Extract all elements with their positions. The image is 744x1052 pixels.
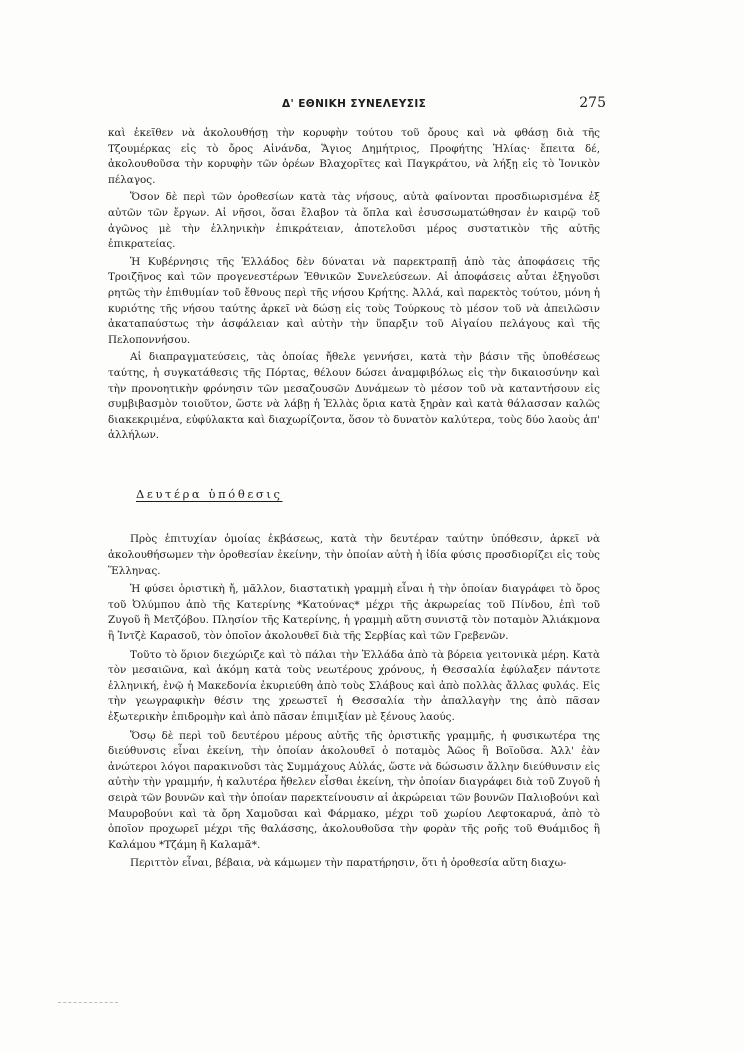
page-number: 275 [579, 95, 606, 111]
paragraph: Πρὸς ἐπιτυχίαν ὁμοίας ἐκβάσεως, κατὰ τὴν δευτέραν ταύτην ὑπόθεσιν, ἀρκεῖ νὰ ἀκολουθήσωμεν τὴν ὁροθεσίαν ἐκείνην, τὴν ὁποίαν αὐτὴ ἡ ἰδία φύσις προσδιορίζει εἰς τοὺς Ἕλληνας. [108, 533, 600, 577]
footer-scan-mark [58, 1002, 118, 1004]
paragraph: Ἡ φύσει ὁριστικὴ ἤ, μᾶλλον, διαστατικὴ γραμμὴ εἶναι ἡ τὴν ὁποίαν διαγράφει τὸ ὄρος τοῦ Ὀλύμπου ἀπὸ τῆς Κατερίνης *Κατούνας* μέχρι τῆς ἀκρωρείας τοῦ Πίνδου, ἐπὶ τοῦ Ζυγοῦ ἢ Μετζόβου. Πλησίον τῆς Κατερίνης, ἡ γραμμὴ αὕτη συνιστᾷ τὸν ποταμὸν Ἀλιάκμονα ἢ Ἰντζὲ Καρασοῦ, τὸν ὁποῖον ἀκολουθεῖ διὰ τῆς Σερβίας καὶ τῶν Γρεβενῶν. [108, 583, 600, 643]
running-title: Δ' ΕΘΝΙΚΗ ΣΥΝΕΛΕΥΣΙΣ [282, 98, 427, 110]
paragraph: Αἱ διαπραγματεύσεις, τὰς ὁποίας ἤθελε γεννήσει, κατὰ τὴν βάσιν τῆς ὑποθέσεως ταύτης, ἡ συγκατάθεσις τῆς Πόρτας, θέλουν δώσει ἀναμφιβόλως εἰς τὴν δικαιοσύνην καὶ τὴν προνοητικὴν φρόνησιν τῶν μεσαζουσῶν Δυνάμεων τὸ μέσον τοῦ νὰ καταντήσουν εἰς συμβιβασμὸν τοιοῦτον, ὥστε νὰ λάβῃ ἡ Ἑλλὰς ὅρια κατὰ ξηρὰν καὶ κατὰ θάλασσαν καλῶς διακεκριμένα, εὐφύλακτα καὶ διαχωρίζοντα, ὅσον τὸ δυνατὸν καλύτερα, τοὺς δύο λαοὺς ἀπ' ἀλλήλων. [108, 351, 600, 442]
page-header [108, 95, 608, 118]
paragraph: Ὅσον δὲ περὶ τῶν ὁροθεσίων κατὰ τὰς νήσους, αὐτὰ φαίνονται προσδιωρισμένα ἐξ αὐτῶν τῶν ἔργων. Αἱ νῆσοι, ὅσαι ἔλαβον τὰ ὅπλα καὶ ἐσυσσωματώθησαν ἐν καιρῷ τοῦ ἀγῶνος μὲ τὴν ἑλληνικὴν ἐπικράτειαν, ἀποτελοῦσι μέρος συστατικὸν τῆς αὐτῆς ἐπικρατείας. [108, 191, 600, 251]
section-heading: Δευτέρα ὑπόθεσις [136, 486, 283, 501]
paragraph: Ἡ Κυβέρνησις τῆς Ἑλλάδος δὲν δύναται νὰ παρεκτραπῇ ἀπὸ τὰς ἀποφάσεις τῆς Τροιζῆνος καὶ τῶν προγενεστέρων Ἐθνικῶν Συνελεύσεων. Αἱ ἀποφάσεις αὗται ἐξηγοῦσι ρητῶς τὴν ἐπιθυμίαν τοῦ ἔθνους περὶ τῆς νήσου Κρήτης. Ἀλλά, καὶ παρεκτὸς τούτου, μόνη ἡ κυριότης τῆς νήσου ταύτης ἀρκεῖ νὰ δώσῃ εἰς τοὺς Τούρκους τὸ μέσον τοῦ νὰ ἀπειλῶσιν ἀκαταπαύστως τὴν ἀσφάλειαν καὶ αὐτὴν τὴν ὕπαρξιν τοῦ Αἰγαίου πελάγους καὶ τῆς Πελοποννήσου. [108, 255, 600, 346]
paragraph: Ὅσῳ δὲ περὶ τοῦ δευτέρου μέρους αὐτῆς τῆς ὁριστικῆς γραμμῆς, ἡ φυσικωτέρα της διεύθυνσις εἶναι ἐκείνη, τὴν ὁποίαν ἀκολουθεῖ ὁ ποταμὸς Ἀῶος ἢ Βοϊοῦσα. Ἀλλ' ἐὰν ἀνώτεροι λόγοι παρακινοῦσι τὰς Συμμάχους Αὐλάς, ὥστε νὰ δώσωσιν ἄλλην διεύθυνσιν εἰς αὐτὴν τὴν γραμμήν, ἡ καλυτέρα ἤθελεν εἶσθαι ἐκείνη, τὴν ὁποίαν διαγράφει διὰ τοῦ Ζυγοῦ ἡ σειρὰ τῶν βουνῶν καὶ τὴν ὁποίαν παρεκτείνουσιν αἱ ἀκρώρειαι τῶν βουνῶν Παλιοβούνι καὶ Μαυροβούνι καὶ τὰ ὄρη Χαμοῦσαι καὶ Φάρμακο, μέχρι τοῦ χωρίου Λεφτοκαρυά, ἀπὸ τὸ ὁποῖον προχωρεῖ μέχρι τῆς θαλάσσης, ἀκολουθοῦσα τὴν φορὰν τῆς ροῆς τοῦ Θυάμιδος ἢ Καλάμου *Τζάμη ἢ Καλαμᾶ*. [108, 729, 600, 851]
body-text [108, 126, 600, 875]
paragraph: Περιττὸν εἶναι, βέβαια, νὰ κάμωμεν τὴν παρατήρησιν, ὅτι ἡ ὁροθεσία αὕτη διαχω- [130, 857, 567, 870]
paragraph: καὶ ἐκεῖθεν νὰ ἀκολουθήσῃ τὴν κορυφὴν τούτου τοῦ ὄρους καὶ νὰ φθάσῃ διὰ τῆς Τζουμέρκας εἰς τὸ ὄρος Αἰνάνδα, Ἅγιος Δημήτριος, Προφήτης Ἠλίας· ἔπειτα δέ, ἀκολουθοῦσα τὴν κορυφὴν τῶν ὀρέων Βλαχορῖτες καὶ Παγκράτου, νὰ λήξῃ εἰς τὸ Ἰονικὸν πέλαγος. [108, 127, 600, 186]
paragraph: Τοῦτο τὸ ὅριον διεχώριζε καὶ τὸ πάλαι τὴν Ἑλλάδα ἀπὸ τὰ βόρεια γειτονικὰ μέρη. Κατὰ τὸν μεσαιῶνα, καὶ ἀκόμη κατὰ τοὺς νεωτέρους χρόνους, ἡ Θεσσαλία ἐφύλαξεν πάντοτε ἑλληνική, ἐνῷ ἡ Μακεδονία ἐκυριεύθη ἀπὸ τοὺς Σλάβους καὶ ἀπὸ πολλὰς ἄλλας φυλάς. Εἰς τὴν γεωγραφικὴν θέσιν της χρεωστεῖ ἡ Θεσσαλία τὴν ἀπαλλαγὴν της ἀπὸ πᾶσαν ἐξωτερικὴν ἐπιδρομὴν καὶ ἀπὸ πᾶσαν ἐπιμιξίαν μὲ ξένους λαούς. [108, 648, 600, 723]
